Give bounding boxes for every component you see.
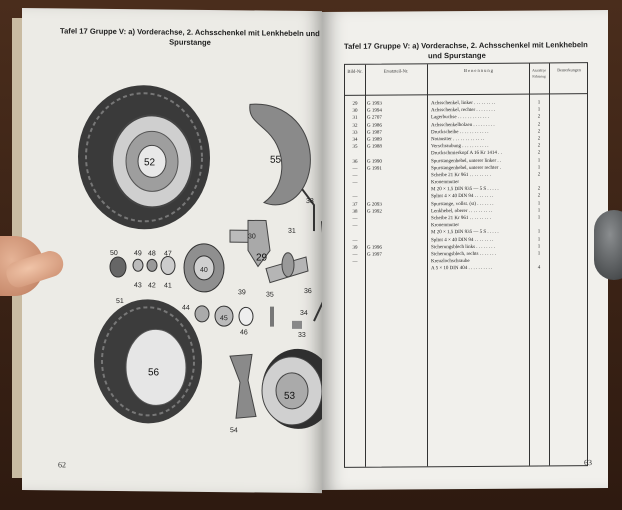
row-anzahl: 1	[537, 107, 541, 113]
header-bild-nr: Bild-Nr.	[347, 68, 363, 74]
row-anzahl: 1	[537, 208, 541, 214]
row-benennung: Scheibe 21 Kr 961 . . . . . . . . .	[431, 215, 491, 222]
row-ersatzteil-nr: G 1986	[367, 123, 382, 129]
row-ersatzteil-nr: G 1988	[367, 144, 382, 150]
left-page	[22, 8, 322, 493]
row-anzahl: 1	[537, 201, 541, 207]
row-bild-nr: 32	[352, 123, 358, 129]
row-benennung: Splint 4 × 40 DIN 94 . . . . . . . .	[431, 194, 494, 200]
row-bild-nr: 38	[352, 209, 358, 215]
row-anzahl: 2	[537, 172, 541, 178]
steering-knuckle-parts	[230, 188, 328, 321]
lower-tire-56	[94, 299, 202, 424]
row-bild-nr: 39	[352, 245, 358, 251]
label-56: 56	[148, 367, 160, 379]
row-anzahl: 2	[537, 143, 541, 149]
row-anzahl: 1	[537, 100, 541, 106]
row-bild-nr: —	[352, 238, 358, 244]
row-benennung: Spurstangenhebel, unterer linker . .	[431, 158, 502, 164]
row-bild-nr: 36	[352, 159, 358, 165]
row-anzahl: 1	[537, 251, 541, 257]
header-benennung: Benennung	[464, 67, 494, 74]
right-title-line2: und Spurstange	[428, 50, 486, 61]
label-53: 53	[284, 390, 296, 402]
row-anzahl: 2	[537, 136, 541, 142]
row-bild-nr: —	[352, 223, 358, 229]
row-anzahl: 4	[537, 265, 541, 271]
row-bild-nr: —	[352, 216, 358, 222]
row-benennung: Notaustter . . . . . . . . . . . . .	[431, 136, 485, 143]
gray-object	[594, 210, 622, 280]
row-benennung: A 5 × 10 DIN 404 . . . . . . . . . .	[431, 266, 493, 272]
row-ersatzteil-nr: G 1989	[367, 137, 382, 143]
label-55: 55	[270, 154, 282, 166]
row-ersatzteil-nr: G 1994	[367, 108, 382, 114]
row-anzahl: 1	[537, 165, 541, 171]
label-52: 52	[144, 157, 156, 169]
label-54: 54	[230, 427, 238, 435]
label-45: 45	[220, 315, 228, 323]
row-ersatzteil-nr: G 2093	[367, 202, 382, 208]
label-50: 50	[110, 249, 118, 258]
row-anzahl: 2	[537, 186, 541, 192]
row-benennung: Splint 4 × 40 DIN 94 . . . . . . . .	[431, 237, 494, 243]
row-benennung: Verschraubung . . . . . . . . . . .	[431, 143, 489, 150]
left-page-number: 62	[58, 460, 66, 470]
row-benennung: Achsschenkelbolzen . . . . . . . . .	[431, 122, 495, 128]
label-42: 42	[148, 282, 156, 290]
row-benennung: Spurstangenhebel, unterer rechter .	[431, 165, 501, 171]
row-anzahl: 1	[537, 244, 541, 250]
label-38: 38	[306, 197, 314, 206]
label-39: 39	[238, 289, 246, 297]
row-bild-nr: 35	[352, 144, 358, 150]
right-page-title	[344, 40, 604, 62]
label-40: 40	[200, 266, 208, 274]
row-bild-nr: —	[352, 166, 358, 172]
exploded-parts-diagram	[52, 68, 338, 471]
label-31: 31	[288, 227, 296, 235]
label-48: 48	[148, 250, 156, 258]
row-benennung: Kronenmutter	[431, 180, 460, 186]
row-bild-nr: 31	[352, 116, 358, 122]
label-49: 49	[134, 250, 142, 258]
row-anzahl: 2	[537, 150, 541, 156]
row-benennung: Kreuzlochschraube	[431, 259, 470, 265]
left-page-title	[60, 26, 340, 49]
label-33: 33	[298, 331, 306, 339]
row-bild-nr: 37	[352, 202, 358, 208]
row-ersatzteil-nr: G 1991	[367, 166, 382, 172]
row-bild-nr: —	[352, 252, 358, 258]
label-41: 41	[164, 282, 172, 290]
row-benennung: Achsschenkel, rechter . . . . . . . .	[431, 107, 496, 114]
row-ersatzteil-nr: G 1987	[367, 130, 382, 136]
row-bild-nr: —	[352, 180, 358, 186]
row-bild-nr: —	[352, 195, 358, 201]
row-anzahl: 2	[537, 114, 541, 120]
tire-lever-54	[230, 354, 256, 418]
row-benennung: Sicherungsblech, rechts . . . . . . .	[431, 251, 496, 258]
table-row	[345, 264, 587, 273]
row-benennung: Spurstange, vollst. (st) . . . . . . .	[431, 201, 494, 207]
label-35: 35	[266, 291, 274, 299]
row-anzahl: 1	[537, 215, 541, 221]
row-anzahl: 1	[537, 229, 541, 235]
label-29: 29	[256, 252, 268, 264]
table-rows	[345, 99, 587, 273]
row-bild-nr: 30	[352, 108, 358, 114]
row-benennung: Scheibe 21 Kr 961 . . . . . . . . .	[431, 172, 491, 179]
row-benennung: M 20 × 1,5 DIN 935 — 5 S . . . . .	[431, 187, 499, 193]
row-ersatzteil-nr: G 1997	[367, 252, 382, 258]
header-divider	[345, 93, 587, 96]
row-benennung: Lenkhebel, oberer . . . . . . . . . .	[431, 208, 493, 215]
right-page	[322, 10, 608, 490]
row-ersatzteil-nr: G 1992	[367, 209, 382, 215]
label-44: 44	[182, 304, 190, 312]
label-51: 51	[116, 297, 124, 306]
header-ersatzteil-nr: Ersatzteil-Nr.	[383, 68, 409, 74]
row-anzahl: 1	[537, 237, 541, 243]
parts-table	[344, 62, 588, 468]
row-ersatzteil-nr: G 1993	[367, 101, 382, 107]
label-30: 30	[248, 233, 256, 241]
row-anzahl: 2	[537, 122, 541, 128]
right-page-number: 63	[584, 458, 592, 468]
row-benennung: M 20 × 1,5 DIN 935 — 5 S . . . . .	[431, 230, 499, 236]
label-46: 46	[240, 329, 248, 337]
label-34: 34	[300, 309, 308, 317]
left-title-line2: Spurstange	[169, 37, 211, 47]
row-benennung: Sicherungsblech links . . . . . . . .	[431, 244, 496, 250]
right-title-line1: Tafel 17 Gruppe V: a) Vorderachse, 2. Achsschenkel mit Lenkhebeln	[344, 40, 588, 51]
row-benennung: Druckschmierkopf A 16 Kr 1414 . .	[431, 151, 502, 157]
header-anzahl: Anzahl je Fahrzeug	[532, 68, 546, 79]
row-ersatzteil-nr: G 1996	[367, 245, 382, 251]
row-anzahl: 2	[537, 193, 541, 199]
row-ersatzteil-nr: G 1990	[367, 159, 382, 165]
row-benennung: Kronenmutter	[431, 223, 460, 229]
row-anzahl: 2	[537, 129, 541, 135]
row-bild-nr: 34	[352, 137, 358, 143]
row-bild-nr: —	[352, 259, 358, 265]
left-title-line1: Tafel 17 Gruppe V: a) Vorderachse, 2. Achsschenkel mit Lenkhebeln und	[60, 26, 320, 39]
row-benennung: Achsschenkel, linker . . . . . . . . .	[431, 100, 496, 107]
label-47: 47	[164, 250, 172, 258]
row-benennung: Lagerbuchse . . . . . . . . . . . . .	[431, 115, 490, 121]
label-43: 43	[134, 282, 142, 290]
row-benennung: Druckscheibe . . . . . . . . . . . .	[431, 129, 489, 135]
row-bild-nr: 33	[352, 130, 358, 136]
row-anzahl: 1	[537, 157, 541, 163]
header-bemerkungen: Bemerkungen	[557, 67, 581, 73]
row-bild-nr: —	[352, 173, 358, 179]
row-bild-nr: 29	[352, 101, 358, 107]
label-36: 36	[304, 287, 312, 296]
row-ersatzteil-nr: G 2707	[367, 115, 382, 122]
